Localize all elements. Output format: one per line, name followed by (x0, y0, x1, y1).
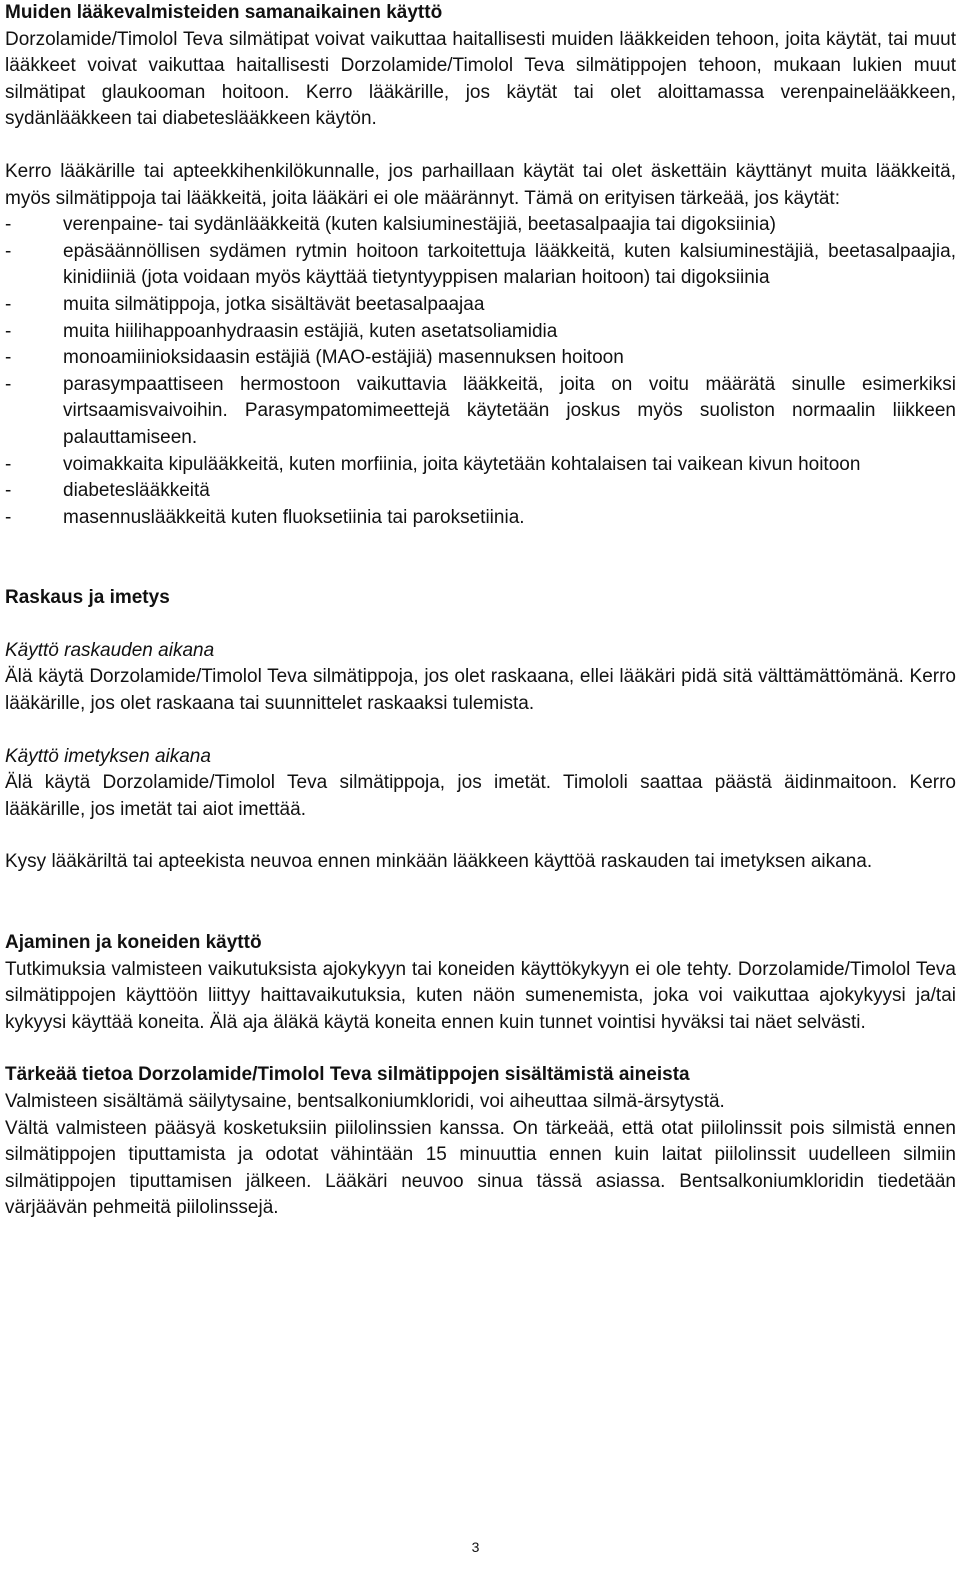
ingredients-section (5, 1062, 956, 1222)
list-dash: - (5, 214, 12, 236)
list-dash: - (5, 240, 12, 262)
interactions-heading: Muiden lääkevalmisteiden samanaikainen käyttö (5, 2, 443, 23)
driving-text: Tutkimuksia valmisteen vaikutuksista ajokykyyn tai koneiden käyttökykyyn ei ole tehty. Dorzolamide/Timolol Teva silmätippojen käyttöön liittyy haittavaikutuksia, kuten näön sumenemista, joka voi vaikuttaa ajokykyysi ja/tai kykyysi käyttää koneita. Älä aja äläkä käytä koneita ennen kuin tunnet vointisi hyväksi tai näet selvästi. (5, 958, 956, 1033)
list-item (5, 319, 956, 346)
list-dash: - (5, 347, 12, 369)
pregnancy-subheading: Käyttö raskauden aikana (5, 639, 215, 661)
ingredients-heading: Tärkeää tietoa Dorzolamide/Timolol Teva silmätippojen sisältämistä aineista (5, 1064, 690, 1086)
pregnancy-section (5, 585, 956, 876)
pregnancy-text: Älä käytä Dorzolamide/Timolol Teva silmätippoja, jos olet raskaana, ellei lääkäri pidä sitä välttämättömänä. Kerro lääkärille, jos olet raskaana tai suunnittelet raskaaksi tulemista. (5, 666, 956, 715)
ingredients-line-1: Valmisteen sisältämä säilytysaine, bentsalkoniumkloridi, voi aiheuttaa silmä-ärsytystä. (5, 1091, 725, 1112)
list-item (5, 505, 956, 532)
list-item-text: muita hiilihappoanhydraasin estäjiä, kuten asetatsoliamidia (63, 320, 558, 342)
interactions-paragraph-1: Dorzolamide/Timolol Teva silmätipat voivat vaikuttaa haitallisesti muiden lääkkeiden tehoon, joita käytät, tai muut lääkkeet voivat vaikuttaa haitallisesti Dorzolamide/Timolol Teva silmätippojen tehoon, mukaan lukien muut silmätipat glaukooman hoitoon. Kerro lääkärille, jos käytät tai olet aloittamassa verenpainelääkkeen, sydänlääkkeen tai diabeteslääkkeen käytön. (5, 28, 956, 130)
list-item-text: muita silmätippoja, jotka sisältävät beetasalpaajaa (63, 293, 485, 315)
list-item-text: parasympaattiseen hermostoon vaikuttavia lääkkeitä, joita on voitu määrätä sinulle esimerkiksi virtsaamisvaivoihin. Parasympatomimeettejä käytetään joskus myös suoliston normaalin liikkeen palauttamiseen. (63, 373, 956, 448)
list-dash: - (5, 453, 12, 475)
interactions-list (5, 212, 956, 531)
list-item (5, 292, 956, 319)
list-dash: - (5, 480, 12, 502)
list-item (5, 372, 956, 452)
list-dash: - (5, 506, 12, 528)
list-item (5, 239, 956, 292)
list-item-text: masennuslääkkeitä kuten fluoksetiinia tai paroksetiinia. (63, 506, 525, 528)
pregnancy-advice-text: Kysy lääkäriltä tai apteekista neuvoa ennen minkään lääkkeen käyttöä raskauden tai imetyksen aikana. (5, 851, 873, 873)
list-dash: - (5, 320, 12, 342)
list-dash: - (5, 373, 12, 395)
list-item-text: monoamiinioksidaasin estäjiä (MAO-estäjiä) masennuksen hoitoon (63, 347, 624, 369)
pregnancy-heading: Raskaus ja imetys (5, 587, 170, 609)
list-item (5, 478, 956, 505)
breastfeeding-text: Älä käytä Dorzolamide/Timolol Teva silmätippoja, jos imetät. Timololi saattaa päästä äidinmaitoon. Kerro lääkärille, jos imetät tai aiot imettää. (5, 772, 956, 820)
list-item-text: voimakkaita kipulääkkeitä, kuten morfiinia, joita käytetään kohtalaisen tai vaikean kivun hoitoon (63, 453, 861, 475)
list-item-text: diabeteslääkkeitä (63, 480, 210, 502)
list-dash: - (5, 293, 12, 315)
ingredients-text-2: Vältä valmisteen pääsyä kosketuksiin piilolinssien kanssa. On tärkeää, että otat piilolinssit pois silmistä ennen silmätippojen tiputtamista ja odotat vähintään 15 minuuttia ennen kuin laitat piilolinssit uudelleen silmiin silmätippojen tiputtamisen jälkeen. Lääkäri neuvoo sinua tässä asiassa. Bentsalkoniumkloridin tiedetään värjäävän pehmeitä piilolinssejä. (5, 1117, 956, 1219)
interactions-section (5, 0, 956, 531)
list-item (5, 452, 956, 479)
driving-heading: Ajaminen ja koneiden käyttö (5, 932, 262, 954)
interactions-paragraph-2: Kerro lääkärille tai apteekkihenkilökunnalle, jos parhaillaan käytät tai olet äskettäin käyttänyt muita lääkkeitä, myös silmätippoja tai lääkkeitä, joita lääkäri ei ole määrännyt. Tämä on erityisen tärkeää, jos käytät: (5, 160, 956, 209)
leaflet-page (5, 0, 956, 1222)
page-number: 3 (471, 1539, 480, 1555)
driving-section (5, 930, 956, 1036)
list-item (5, 212, 956, 239)
list-item-text: verenpaine- tai sydänlääkkeitä (kuten kalsiuminestäjiä, beetasalpaajia tai digoksiinia) (63, 214, 776, 236)
list-item-text: epäsäännöllisen sydämen rytmin hoitoon tarkoitettuja lääkkeitä, kuten kalsiuminestäjiä, beetasalpaajia, kinidiiniä (jota voidaan myös käyttää tietyntyyppisen malarian hoitoon) tai digoksiinia (63, 240, 956, 289)
list-item (5, 345, 956, 372)
breastfeeding-subheading: Käyttö imetyksen aikana (5, 745, 211, 767)
